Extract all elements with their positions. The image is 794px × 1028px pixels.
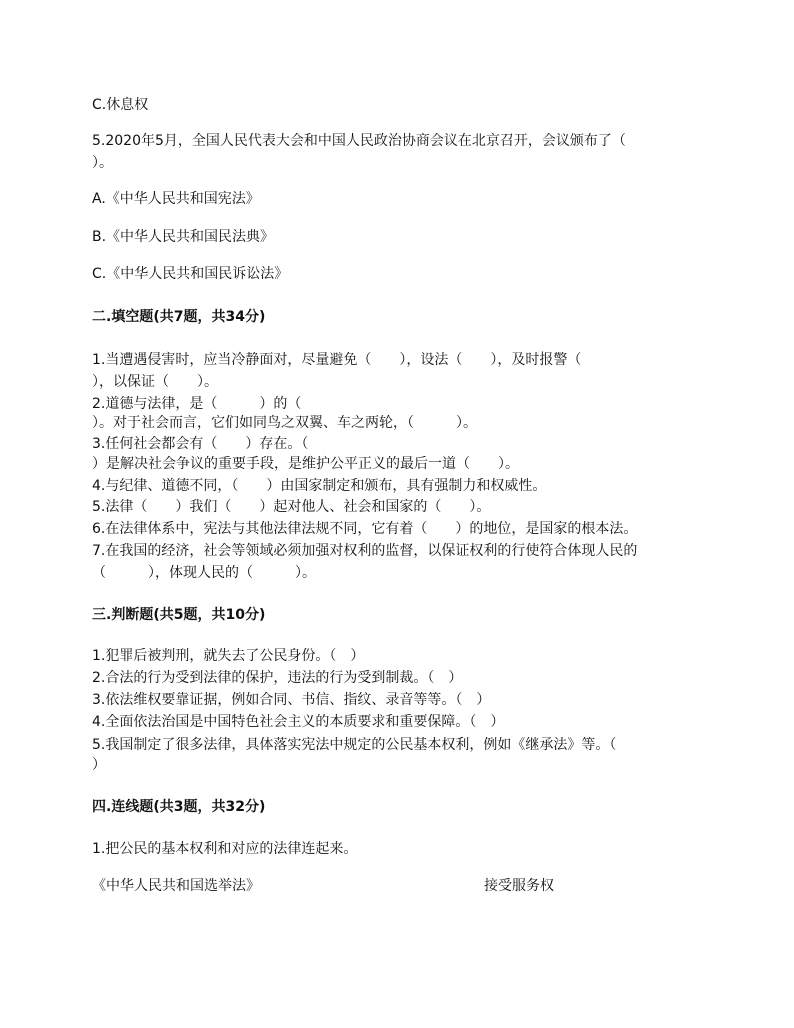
question-5-text-line-1: 5.2020年5月，全国人民代表大会和中国人民政治协商会议在北京召开，会议颁布了（ bbox=[92, 133, 626, 149]
question-5-option-c: C.《中华人民共和国民诉讼法》 bbox=[92, 266, 289, 282]
true-false-line: ） bbox=[92, 757, 106, 773]
question-4-option-c: C.休息权 bbox=[92, 97, 149, 113]
fill-blank-line: 4.与纪律、道德不同，（ ）由国家制定和颁布，具有强制力和权威性。 bbox=[92, 478, 547, 494]
fill-blank-line: 6.在法律体系中，宪法与其他法律法规不同，它有着（ ）的地位，是国家的根本法。 bbox=[92, 521, 638, 537]
true-false-line: 2.合法的行为受到法律的保护，违法的行为受到制裁。（ ） bbox=[92, 670, 463, 686]
fill-blank-line: 1.当遭遇侵害时，应当冷静面对，尽量避免（ ），设法（ ），及时报警（ bbox=[92, 352, 582, 368]
fill-blank-line: ）。对于社会而言，它们如同鸟之双翼、车之两轮，（ ）。 bbox=[92, 415, 477, 431]
question-5-option-a: A.《中华人民共和国宪法》 bbox=[92, 191, 260, 207]
matching-question-1: 1.把公民的基本权利和对应的法律连起来。 bbox=[92, 841, 358, 857]
matching-right-item: 接受服务权 bbox=[484, 878, 554, 894]
fill-blank-line: 3.任何社会都会有（ ）存在。（ bbox=[92, 436, 309, 452]
fill-blank-line: ），以保证（ ）。 bbox=[92, 374, 218, 390]
true-false-line: 4.全面依法治国是中国特色社会主义的本质要求和重要保障。（ ） bbox=[92, 714, 505, 730]
fill-blank-line: （ ），体现人民的（ ）。 bbox=[92, 565, 316, 581]
section-3-title: 三.判断题(共5题，共10分) bbox=[92, 607, 266, 623]
true-false-line: 3.依法维权要靠证据，例如合同、书信、指纹、录音等等。（ ） bbox=[92, 692, 491, 708]
question-5-text-line-2: ）。 bbox=[92, 155, 113, 171]
fill-blank-line: ）是解决社会争议的重要手段，是维护公平正义的最后一道（ ）。 bbox=[92, 456, 519, 472]
fill-blank-line: 2.道德与法律，是（ ）的（ bbox=[92, 396, 302, 412]
question-5-option-b: B.《中华人民共和国民法典》 bbox=[92, 229, 275, 245]
true-false-line: 1.犯罪后被判刑，就失去了公民身份。（ ） bbox=[92, 648, 365, 664]
fill-blank-line: 5.法律（ ）我们（ ）起对他人、社会和国家的（ ）。 bbox=[92, 499, 491, 515]
section-4-title: 四.连线题(共3题，共32分) bbox=[92, 799, 266, 815]
fill-blank-line: 7.在我国的经济，社会等领域必须加强对权利的监督，以保证权利的行使符合体现人民的 bbox=[92, 543, 638, 559]
section-2-title: 二.填空题(共7题，共34分) bbox=[92, 309, 266, 325]
true-false-line: 5.我国制定了很多法律，具体落实宪法中规定的公民基本权利，例如《继承法》等。（ bbox=[92, 737, 617, 753]
matching-left-item: 《中华人民共和国选举法》 bbox=[92, 878, 260, 894]
